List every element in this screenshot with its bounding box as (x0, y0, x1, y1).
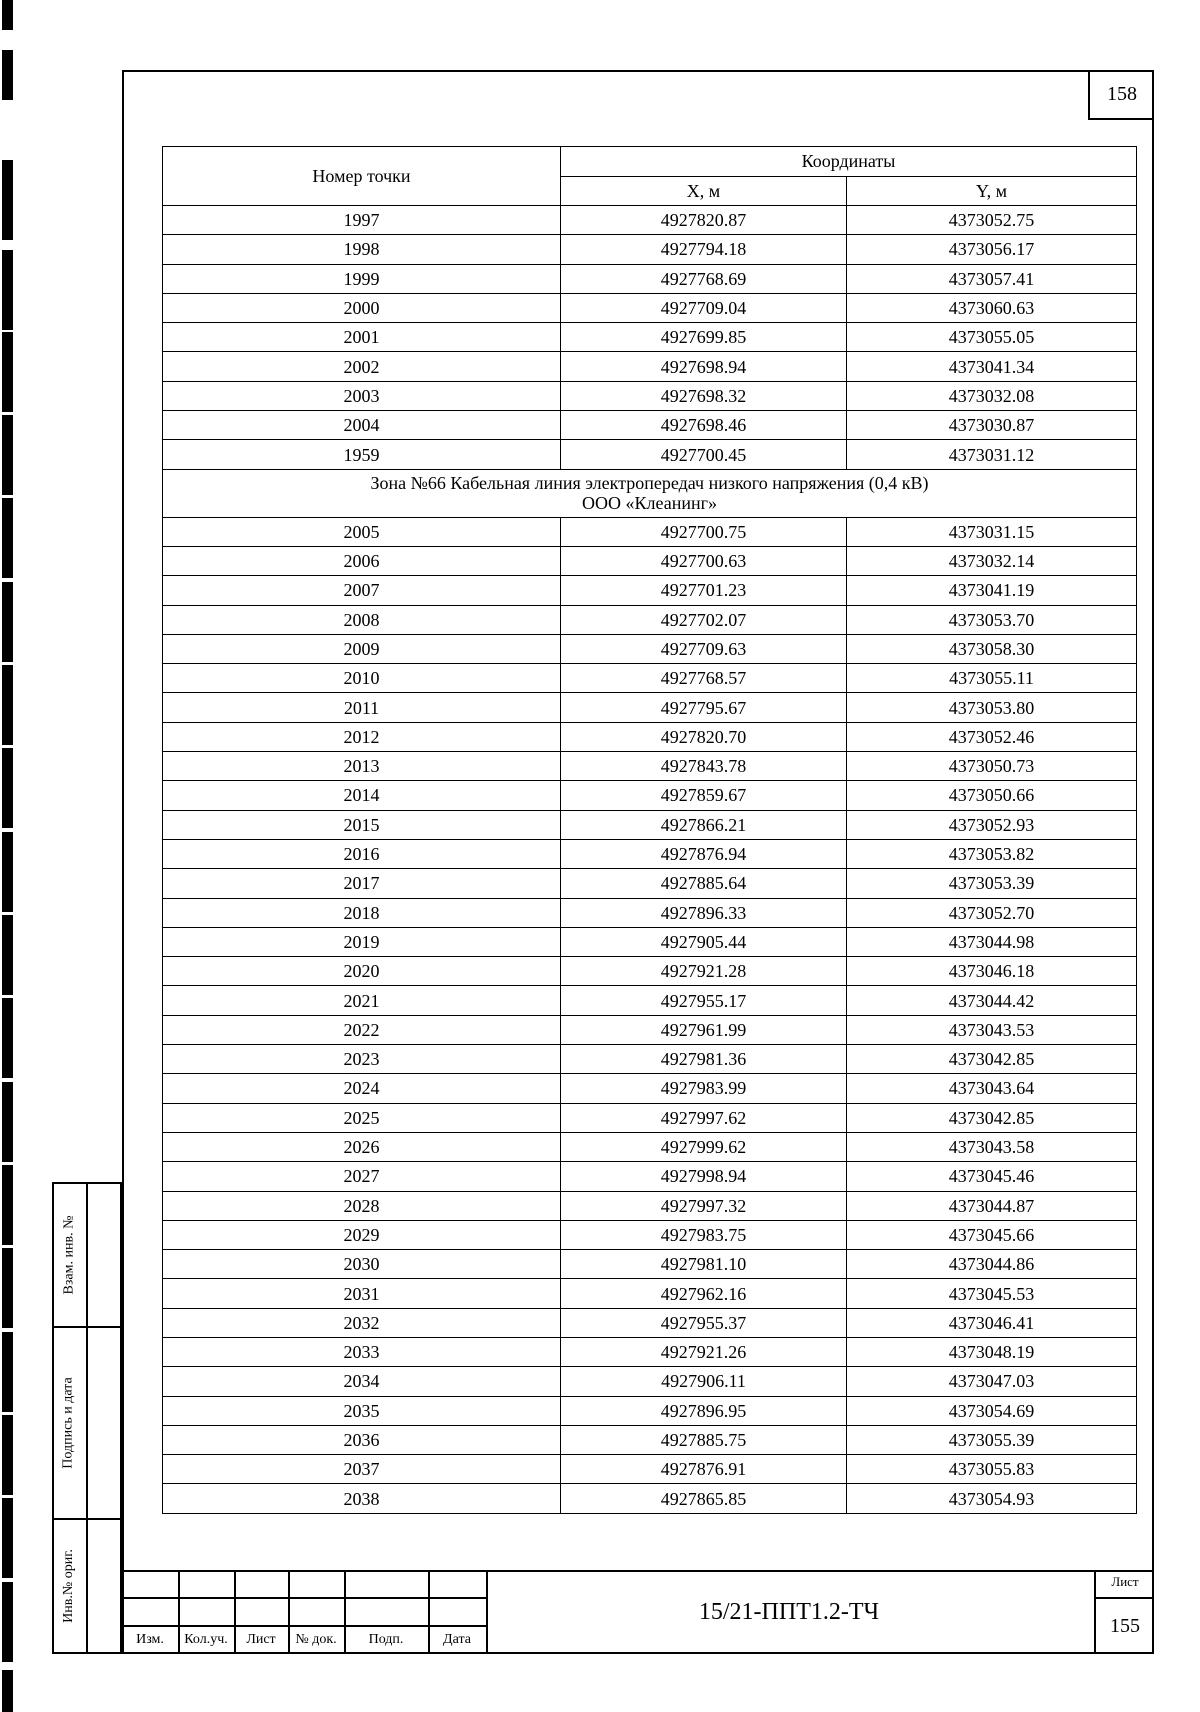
col-signature: Подп. (368, 1632, 404, 1647)
top-sheet-number: 158 (1088, 70, 1154, 120)
point-number-cell: 2007 (163, 576, 561, 605)
table-row (163, 1045, 1137, 1074)
table-row (163, 1367, 1137, 1396)
x-coordinate-cell: 4927921.28 (561, 957, 847, 986)
x-coordinate-cell: 4927709.04 (561, 293, 847, 322)
x-coordinate-cell: 4927998.94 (561, 1162, 847, 1191)
table-row (163, 839, 1137, 868)
zone-title-line2: ООО «Клеанинг» (582, 493, 717, 514)
x-coordinate-cell: 4927876.94 (561, 839, 847, 868)
binding-mark (2, 665, 13, 745)
x-coordinate-cell: 4927885.64 (561, 869, 847, 898)
table-row (163, 546, 1137, 575)
y-coordinate-cell: 4373053.70 (847, 605, 1137, 634)
x-coordinate-cell: 4927698.46 (561, 411, 847, 440)
point-number-cell: 2019 (163, 927, 561, 956)
y-coordinate-cell: 4373050.66 (847, 781, 1137, 810)
y-coordinate-cell: 4373042.85 (847, 1045, 1137, 1074)
y-coordinate-cell: 4373041.34 (847, 352, 1137, 381)
point-number-cell: 2013 (163, 752, 561, 781)
x-coordinate-cell: 4927709.63 (561, 634, 847, 663)
point-number-cell: 2031 (163, 1279, 561, 1308)
rows-before-zone (163, 206, 1137, 470)
document-code: 15/21-ППТ1.2-ТЧ (698, 1598, 880, 1625)
col-doc-number: № док. (295, 1632, 337, 1647)
point-number-cell: 2006 (163, 546, 561, 575)
point-number-cell: 2005 (163, 517, 561, 546)
x-coordinate-cell: 4927865.85 (561, 1484, 847, 1513)
binding-mark (2, 1332, 13, 1412)
point-number-cell: 2008 (163, 605, 561, 634)
stamp-sign-date: Подпись и дата (61, 1377, 77, 1469)
y-coordinate-cell: 4373055.05 (847, 323, 1137, 352)
y-coordinate-cell: 4373053.82 (847, 839, 1137, 868)
table-row (163, 898, 1137, 927)
point-number-cell: 2030 (163, 1250, 561, 1279)
point-number-cell: 1959 (163, 440, 561, 469)
table-row (163, 634, 1137, 663)
y-coordinate-cell: 4373031.15 (847, 517, 1137, 546)
x-coordinate-cell: 4927905.44 (561, 927, 847, 956)
y-coordinate-cell: 4373060.63 (847, 293, 1137, 322)
x-coordinate-cell: 4927859.67 (561, 781, 847, 810)
x-coordinate-cell: 4927700.75 (561, 517, 847, 546)
table-row (163, 1074, 1137, 1103)
y-coordinate-cell: 4373055.39 (847, 1425, 1137, 1454)
table-row (163, 293, 1137, 322)
y-coordinate-cell: 4373043.53 (847, 1015, 1137, 1044)
point-number-cell: 2032 (163, 1308, 561, 1337)
y-coordinate-cell: 4373052.70 (847, 898, 1137, 927)
table-row (163, 957, 1137, 986)
y-coordinate-cell: 4373058.30 (847, 634, 1137, 663)
table-row (163, 781, 1137, 810)
point-number-cell: 2004 (163, 411, 561, 440)
binding-mark (2, 1582, 13, 1662)
binding-mark (2, 1082, 13, 1162)
table-row (163, 323, 1137, 352)
point-number-cell: 2033 (163, 1337, 561, 1366)
point-number-cell: 2012 (163, 722, 561, 751)
y-coordinate-cell: 4373032.08 (847, 381, 1137, 410)
binding-mark (2, 1498, 13, 1578)
x-coordinate-cell: 4927983.75 (561, 1220, 847, 1249)
y-coordinate-cell: 4373047.03 (847, 1367, 1137, 1396)
point-number-cell: 2020 (163, 957, 561, 986)
table-row (163, 1162, 1137, 1191)
x-coordinate-cell: 4927962.16 (561, 1279, 847, 1308)
y-coordinate-cell: 4373042.85 (847, 1103, 1137, 1132)
y-coordinate-cell: 4373054.69 (847, 1396, 1137, 1425)
point-number-cell: 2024 (163, 1074, 561, 1103)
y-coordinate-cell: 4373041.19 (847, 576, 1137, 605)
table-row (163, 752, 1137, 781)
y-coordinate-cell: 4373052.93 (847, 810, 1137, 839)
x-coordinate-cell: 4927981.10 (561, 1250, 847, 1279)
point-number-cell: 2026 (163, 1132, 561, 1161)
header-y: Y, м (847, 176, 1137, 206)
x-coordinate-cell: 4927820.70 (561, 722, 847, 751)
table-row (163, 1484, 1137, 1513)
x-coordinate-cell: 4927768.69 (561, 264, 847, 293)
x-coordinate-cell: 4927896.33 (561, 898, 847, 927)
y-coordinate-cell: 4373048.19 (847, 1337, 1137, 1366)
table-row (163, 605, 1137, 634)
coordinates-table (162, 146, 1137, 1514)
y-coordinate-cell: 4373044.98 (847, 927, 1137, 956)
table-row (163, 411, 1137, 440)
point-number-cell: 2029 (163, 1220, 561, 1249)
table-row (163, 722, 1137, 751)
point-number-cell: 2002 (163, 352, 561, 381)
point-number-cell: 2015 (163, 810, 561, 839)
y-coordinate-cell: 4373046.18 (847, 957, 1137, 986)
x-coordinate-cell: 4927698.32 (561, 381, 847, 410)
binding-mark (2, 582, 13, 662)
col-izm: Изм. (136, 1632, 164, 1647)
x-coordinate-cell: 4927961.99 (561, 1015, 847, 1044)
point-number-cell: 2027 (163, 1162, 561, 1191)
x-coordinate-cell: 4927794.18 (561, 235, 847, 264)
table-row (163, 381, 1137, 410)
binding-mark (2, 332, 13, 412)
x-coordinate-cell: 4927820.87 (561, 206, 847, 235)
table-row (163, 693, 1137, 722)
x-coordinate-cell: 4927701.23 (561, 576, 847, 605)
y-coordinate-cell: 4373053.39 (847, 869, 1137, 898)
y-coordinate-cell: 4373032.14 (847, 546, 1137, 575)
table-row (163, 206, 1137, 235)
table-row (163, 1455, 1137, 1484)
sheet-number: 155 (1110, 1614, 1140, 1637)
table-row (163, 1250, 1137, 1279)
y-coordinate-cell: 4373044.87 (847, 1191, 1137, 1220)
point-number-cell: 2003 (163, 381, 561, 410)
x-coordinate-cell: 4927702.07 (561, 605, 847, 634)
point-number-cell: 2025 (163, 1103, 561, 1132)
binding-mark (2, 0, 13, 30)
header-coordinates: Координаты (561, 147, 1137, 177)
y-coordinate-cell: 4373043.64 (847, 1074, 1137, 1103)
table-row (163, 664, 1137, 693)
y-coordinate-cell: 4373044.86 (847, 1250, 1137, 1279)
stamp-replace-inv: Взам. инв. № (61, 1215, 76, 1295)
y-coordinate-cell: 4373045.66 (847, 1220, 1137, 1249)
zone-title (163, 469, 1137, 517)
x-coordinate-cell: 4927955.17 (561, 986, 847, 1015)
y-coordinate-cell: 4373030.87 (847, 411, 1137, 440)
point-number-cell: 2009 (163, 634, 561, 663)
binding-mark (2, 160, 13, 240)
table-row (163, 576, 1137, 605)
point-number-cell: 2017 (163, 869, 561, 898)
y-coordinate-cell: 4373045.53 (847, 1279, 1137, 1308)
point-number-cell: 2016 (163, 839, 561, 868)
binding-mark (2, 832, 13, 912)
y-coordinate-cell: 4373031.12 (847, 440, 1137, 469)
table-row (163, 1015, 1137, 1044)
table-row (163, 1308, 1137, 1337)
stamp-orig-inv: Инв.№ ориг. (61, 1549, 77, 1623)
y-coordinate-cell: 4373054.93 (847, 1484, 1137, 1513)
binding-mark (2, 1670, 13, 1712)
y-coordinate-cell: 4373056.17 (847, 235, 1137, 264)
table-row (163, 235, 1137, 264)
table-row (163, 986, 1137, 1015)
binding-mark (2, 915, 13, 995)
header-x: X, м (561, 176, 847, 206)
table-row (163, 1396, 1137, 1425)
point-number-cell: 2036 (163, 1425, 561, 1454)
table-row (163, 927, 1137, 956)
header-point-number: Номер точки (163, 147, 561, 206)
point-number-cell: 2011 (163, 693, 561, 722)
x-coordinate-cell: 4927700.45 (561, 440, 847, 469)
zone-header-row (163, 469, 1137, 517)
table-row (163, 264, 1137, 293)
binding-mark (2, 250, 13, 330)
table-row (163, 1337, 1137, 1366)
point-number-cell: 1997 (163, 206, 561, 235)
y-coordinate-cell: 4373057.41 (847, 264, 1137, 293)
sheet-label: Лист (1111, 1574, 1139, 1589)
binding-mark (2, 1248, 13, 1328)
point-number-cell: 2038 (163, 1484, 561, 1513)
zone-title-line1: Зона №66 Кабельная линия электропередач низкого напряжения (0,4 кВ) (370, 473, 929, 494)
point-number-cell: 2021 (163, 986, 561, 1015)
table-row (163, 352, 1137, 381)
point-number-cell: 2037 (163, 1455, 561, 1484)
x-coordinate-cell: 4927981.36 (561, 1045, 847, 1074)
col-list: Лист (246, 1632, 276, 1647)
table-row (163, 1425, 1137, 1454)
point-number-cell: 1999 (163, 264, 561, 293)
point-number-cell: 2035 (163, 1396, 561, 1425)
table-row (163, 1279, 1137, 1308)
binding-mark (2, 498, 13, 578)
table-row (163, 440, 1137, 469)
y-coordinate-cell: 4373055.11 (847, 664, 1137, 693)
table-row (163, 869, 1137, 898)
point-number-cell: 2014 (163, 781, 561, 810)
x-coordinate-cell: 4927921.26 (561, 1337, 847, 1366)
y-coordinate-cell: 4373046.41 (847, 1308, 1137, 1337)
point-number-cell: 2018 (163, 898, 561, 927)
x-coordinate-cell: 4927866.21 (561, 810, 847, 839)
x-coordinate-cell: 4927795.67 (561, 693, 847, 722)
x-coordinate-cell: 4927768.57 (561, 664, 847, 693)
table-row (163, 1220, 1137, 1249)
point-number-cell: 2028 (163, 1191, 561, 1220)
col-date: Дата (443, 1632, 471, 1647)
table-row (163, 517, 1137, 546)
table-row (163, 1191, 1137, 1220)
table-row (163, 1103, 1137, 1132)
y-coordinate-cell: 4373053.80 (847, 693, 1137, 722)
table-row (163, 1132, 1137, 1161)
y-coordinate-cell: 4373052.46 (847, 722, 1137, 751)
y-coordinate-cell: 4373050.73 (847, 752, 1137, 781)
x-coordinate-cell: 4927896.95 (561, 1396, 847, 1425)
x-coordinate-cell: 4927906.11 (561, 1367, 847, 1396)
x-coordinate-cell: 4927843.78 (561, 752, 847, 781)
point-number-cell: 1998 (163, 235, 561, 264)
point-number-cell: 2022 (163, 1015, 561, 1044)
x-coordinate-cell: 4927876.91 (561, 1455, 847, 1484)
y-coordinate-cell: 4373055.83 (847, 1455, 1137, 1484)
x-coordinate-cell: 4927698.94 (561, 352, 847, 381)
y-coordinate-cell: 4373045.46 (847, 1162, 1137, 1191)
binding-mark (2, 415, 13, 495)
point-number-cell: 2001 (163, 323, 561, 352)
point-number-cell: 2034 (163, 1367, 561, 1396)
binding-mark (2, 1415, 13, 1495)
point-number-cell: 2010 (163, 664, 561, 693)
y-coordinate-cell: 4373052.75 (847, 206, 1137, 235)
point-number-cell: 2000 (163, 293, 561, 322)
binding-mark (2, 748, 13, 828)
y-coordinate-cell: 4373043.58 (847, 1132, 1137, 1161)
x-coordinate-cell: 4927997.32 (561, 1191, 847, 1220)
x-coordinate-cell: 4927885.75 (561, 1425, 847, 1454)
point-number-cell: 2023 (163, 1045, 561, 1074)
binding-mark (2, 998, 13, 1078)
col-kol-uch: Кол.уч. (184, 1632, 228, 1647)
rows-after-zone (163, 517, 1137, 1513)
binding-mark (2, 1165, 13, 1245)
x-coordinate-cell: 4927700.63 (561, 546, 847, 575)
x-coordinate-cell: 4927999.62 (561, 1132, 847, 1161)
table-row (163, 810, 1137, 839)
binding-mark (2, 50, 13, 100)
x-coordinate-cell: 4927983.99 (561, 1074, 847, 1103)
x-coordinate-cell: 4927997.62 (561, 1103, 847, 1132)
y-coordinate-cell: 4373044.42 (847, 986, 1137, 1015)
x-coordinate-cell: 4927699.85 (561, 323, 847, 352)
x-coordinate-cell: 4927955.37 (561, 1308, 847, 1337)
